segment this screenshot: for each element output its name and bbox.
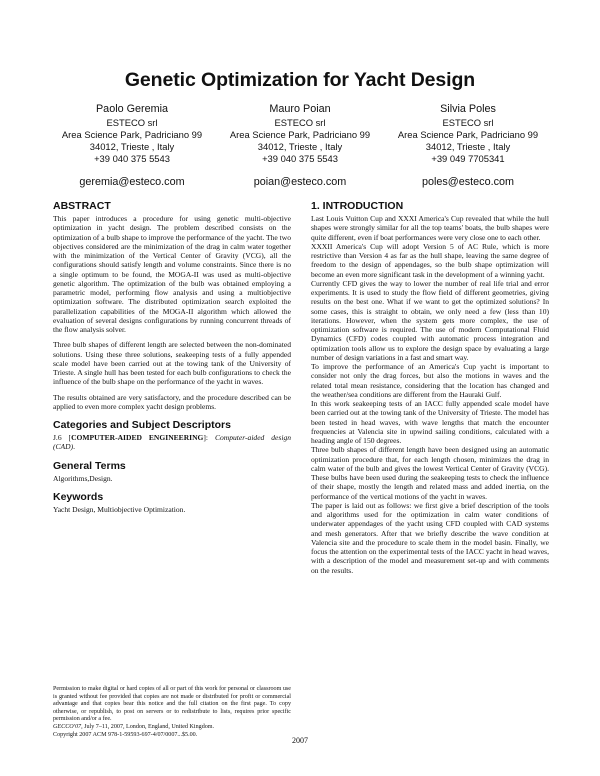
author-address: Area Science Park, Padriciano 99 [61,129,203,140]
author-city: 34012, Trieste , Italy [257,141,343,152]
intro-paragraph: Three bulb shapes of different length have been designed using an automatic optimization procedure that, for each length chosen, minimizes the drag in calm water of the bulb and gives the lowest Vertical Center of Gravity (VCG). These bulbs have been used during the seakeeping tests to check the influence of their shape, mostly the length and related mass and added inertia, on the performance of the vertical motions of the yacht in waves. [311,445,549,501]
author-block [52,103,548,188]
abstract-paragraph: This paper introduces a procedure for using genetic multi-objective optimization in yacht design. The problem described consists on the optimization of a bulb shape to improve the performance of the yacht. The two objectives considered are the minimization of the drag in calm water together with the minimization of the Vertical Center of Gravity (VCG), all the configurations should satisfy length and volume constraints. Since there is no a single optimum to be found, the MOGA-II was used as multi-objective genetic algorithm. The optimization of the bulb was obtained employing a parametric model, performing flow analysis and using a multiobjective optimization software. The distributed optimization search exploited the parallelization capabilities of the MOGA-II algorithm which allowed the evaluation of several designs configurations by running concurrent threads of the flow analysis solver. [53,214,291,334]
intro-paragraph: To improve the performance of an America's Cup yacht is important to consider not only the drag forces, but also the motions in waves and the related total mean resistance, considering that the location has changed and the weather/sea conditions are different from the Hauraki Gulf. [311,362,549,399]
author-org: ESTECO srl [106,117,158,128]
right-column [311,200,549,575]
intro-paragraph: Currently CFD gives the way to lower the number of real life trial and error experiments. It is used to study the flow field of different geometries, giving results on the best one. What if we want to get the optimized solutions? In some cases, this is straight to obtain, we only need a few (less than 10) iterations. However, when the system gets more complex, the use of optimization software is required. The use of modern Computational Fluid Dynamics (CFD) codes coupled with automatic process integration and optimization tools allow us to explore the design space by evaluating a large number of design variations in a fast and smart way. [311,278,549,362]
author-name: Mauro Poian [269,103,331,115]
author-card [52,103,212,188]
categories-text: J.6 [COMPUTER-AIDED ENGINEERING]: Computer-aided design (CAD). [53,433,291,452]
author-name: Silvia Poles [440,103,496,115]
author-org: ESTECO srl [442,117,494,128]
author-email[interactable]: geremia@esteco.com [79,176,185,188]
keywords-heading: Keywords [53,490,104,503]
intro-paragraph: Last Louis Vuitton Cup and XXXI America's Cup revealed that while the hull shapes were strongly similar for all the top teams' boats, the bulb shapes were quite different, even if boat performances were very close one to each other. [311,214,549,242]
intro-paragraph: In this work seakeeping tests of an IACC fully appended scale model have been carried out at the towing tank of the University of Trieste. The model has been tested in head waves, with wave lengths that match the encounter frequencies at Valencia site in upwind sailing conditions, calculated with a heading angle of 150 degrees. [311,399,549,445]
introduction-heading: 1. INTRODUCTION [311,200,404,212]
author-email[interactable]: poles@esteco.com [422,176,514,188]
abstract-paragraph: Three bulb shapes of different length are selected between the non-dominated solutions. Using these three solutions, seakeeping tests of a fully appended scale model have been carried out at the towing tank of the University of Trieste. A single hull has been tested for each bulb configurations to check the influence of the bulb shape on the performance of the yacht in waves. [53,340,291,387]
copyright-line: Copyright 2007 ACM 978-1-59593-697-4/07/0007...$5.00. [53,731,198,738]
author-phone: +39 040 375 5543 [262,153,338,164]
author-address: Area Science Park, Padriciano 99 [397,129,539,140]
left-column [53,200,291,514]
author-name: Paolo Geremia [95,103,168,115]
permission-text: Permission to make digital or hard copies of all or part of this work for personal or classroom use is granted without fee provided that copies are not made or distributed for profit or commercial advantage and that copies bear this notice and the full citation on the first page. To copy otherwise, or republish, to post on servers or to redistribute to lists, requires prior specific permission and/or a fee. [53,686,291,723]
intro-paragraph: XXXII America's Cup will adopt Version 5 of AC Rule, which is more restrictive than Version 4 as far as the hull shape, leaving the same degree of freedom to the design of appendages, so the bulb shape optimization will become an even more significant task in the development of a winning yacht. [311,241,549,279]
permission-notice [53,686,291,739]
author-city: 34012, Trieste , Italy [89,141,175,152]
general-terms-heading: General Terms [53,459,126,472]
keywords-text: Yacht Design, Multiobjective Optimization. [53,504,186,514]
general-terms-text: Algorithms,Design. [53,473,113,483]
categories-heading: Categories and Subject Descriptors [53,419,231,431]
author-email[interactable]: poian@esteco.com [253,176,347,188]
paper-title: Genetic Optimization for Yacht Design [124,69,476,91]
page-number: 2007 [292,736,308,745]
venue-line: GECCO'07, July 7–11, 2007, London, England, United Kingdom. [53,723,215,730]
abstract-paragraph: The results obtained are very satisfactory, and the procedure described can be applied to even more complex yacht design problems. [53,392,291,411]
author-card [388,103,548,188]
author-phone: +39 040 375 5543 [94,153,170,164]
author-address: Area Science Park, Padriciano 99 [229,129,371,140]
author-city: 34012, Trieste , Italy [425,141,511,152]
intro-paragraph: The paper is laid out as follows: we first give a brief description of the tools and algorithms used for the optimization in calm water conditions of underwater appendages of the yacht using CFD coupled with CAD systems and mesh generators. After that we briefly describe the wave condition at Valencia site and the procedure to scale them in the model basin. Finally, we focus the attention on the experimental tests of the IACC yacht in head waves, with a description of the model and measurement set-up and with comments on the results. [311,500,549,575]
author-phone: +39 049 7705341 [431,153,505,164]
author-card [220,103,380,188]
author-org: ESTECO srl [274,117,326,128]
abstract-heading: ABSTRACT [53,200,111,212]
